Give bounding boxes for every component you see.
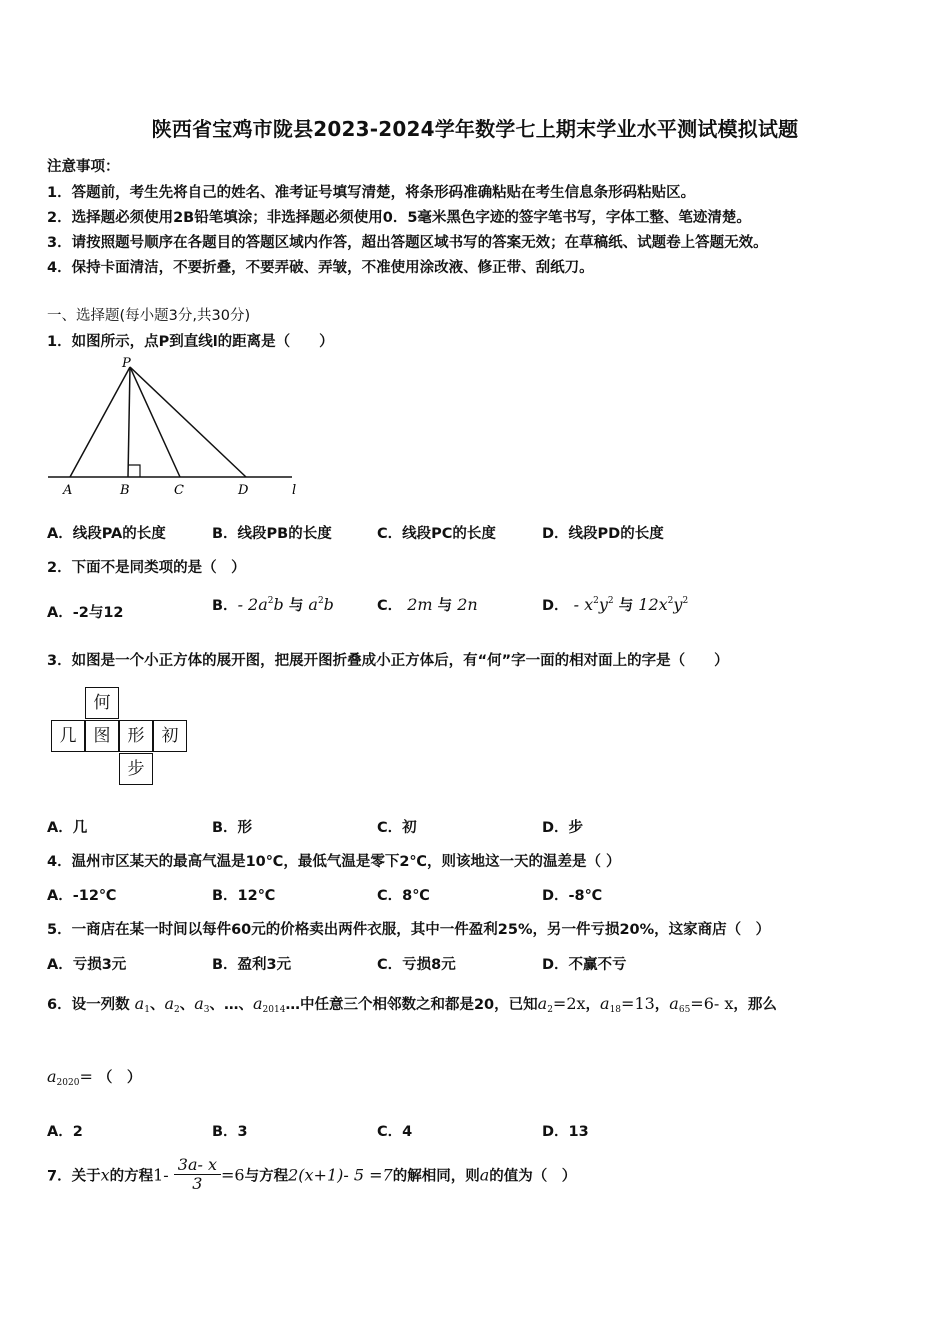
q3-option-b: B．形 xyxy=(212,820,253,836)
label-D: D xyxy=(238,483,249,498)
section-heading: 一、选择题(每小题3分,共30分) xyxy=(47,308,251,324)
q6-answer-line: $a_{2020}=$ （ ） xyxy=(47,1067,142,1088)
q4-option-c: C．8℃ xyxy=(377,888,430,904)
q5-stem: 5．一商店在某一时间以每件60元的价格卖出两件衣服，其中一件盈利25%，另一件亏损20%，这家商店（ ） xyxy=(47,922,771,938)
q2-option-b: B．- $2a^2b$ 与 $a^2b$ xyxy=(212,595,334,614)
net-cell-tu: 图 xyxy=(85,720,119,752)
q1-figure xyxy=(40,352,310,502)
q2-stem: 2．下面不是同类项的是（ ） xyxy=(47,560,246,576)
q1-stem: 1．如图所示，点P到直线l的距离是（ ） xyxy=(47,334,334,350)
label-B: B xyxy=(120,483,130,498)
net-cell-bu: 步 xyxy=(119,753,153,785)
q5-option-d: D．不赢不亏 xyxy=(542,957,627,973)
q3-stem: 3．如图是一个小正方体的展开图，把展开图折叠成小正方体后，有“何”字一面的相对面上的字是（ ） xyxy=(47,653,729,669)
q6-stem: 6．设一列数 $a_1$、$a_2$、$a_3$、…、$a_{2014}\dots$中任意三个相邻数之和都是20，已知$a_2=2x$，$a_{18}=13$，$a_{65}=6-$ x，那么 xyxy=(47,994,777,1015)
q1-option-c: C．线段PC的长度 xyxy=(377,526,496,542)
net-cell-he: 何 xyxy=(85,687,119,719)
q4-option-b: B．12℃ xyxy=(212,888,276,904)
cube-net xyxy=(51,687,187,783)
q2-option-a: A．-2与12 xyxy=(47,605,124,621)
q2-option-d: D． - $x^2y^2$ 与 $12x^2y^2$ xyxy=(542,595,689,614)
q5-option-c: C．亏损8元 xyxy=(377,957,456,973)
q1-option-d: D．线段PD的长度 xyxy=(542,526,664,542)
q5-option-a: A．亏损3元 xyxy=(47,957,127,973)
notice-item-3: 3．请按照题号顺序在各题目的答题区域内作答，超出答题区域书写的答案无效；在草稿纸、试题卷上答题无效。 xyxy=(47,235,768,251)
q3-option-a: A．几 xyxy=(47,820,88,836)
q4-option-d: D．-8℃ xyxy=(542,888,603,904)
q7-fraction: $\frac{3a- x}{3}$ xyxy=(174,1156,221,1193)
q3-option-d: D．步 xyxy=(542,820,584,836)
notice-item-2: 2．选择题必须使用2B铅笔填涂；非选择题必须使用0．5毫米黑色字迹的签字笔书写，字体工整、笔迹清楚。 xyxy=(47,210,751,226)
notice-item-4: 4．保持卡面清洁，不要折叠，不要弄破、弄皱，不准使用涂改液、修正带、刮纸刀。 xyxy=(47,260,594,276)
q4-option-a: A．-12℃ xyxy=(47,888,117,904)
label-P: P xyxy=(122,356,131,371)
net-cell-ji: 几 xyxy=(51,720,85,752)
label-l: l xyxy=(292,483,297,498)
label-A: A xyxy=(63,483,73,498)
q6-option-c: C．4 xyxy=(377,1124,413,1140)
notice-item-1: 1．答题前，考生先将自己的姓名、准考证号填写清楚，将条形码准确粘贴在考生信息条形码粘贴区。 xyxy=(47,185,696,201)
net-cell-xing: 形 xyxy=(119,720,153,752)
page-title: 陕西省宝鸡市陇县2023-2024学年数学七上期末学业水平测试模拟试题 xyxy=(151,117,799,141)
q2-b-term2: $a^2b$ xyxy=(308,595,334,614)
q3-option-c: C．初 xyxy=(377,820,417,836)
q2-b-term1: - $2a^2b$ xyxy=(237,595,284,614)
q4-stem: 4．温州市区某天的最高气温是10℃，最低气温是零下2℃，则该地这一天的温差是（ ） xyxy=(47,854,621,870)
q7-stem: 7．关于x的方程1- $\frac{3a- x}{3}$ =6与方程2(x+1)- 5 =7的解相同，则a的值为（ ） xyxy=(47,1155,577,1193)
q6-option-b: B．3 xyxy=(212,1124,248,1140)
q1-option-a: A．线段PA的长度 xyxy=(47,526,166,542)
q2-option-c: C． 2m 与 2n xyxy=(377,595,478,614)
q5-option-b: B．盈利3元 xyxy=(212,957,292,973)
q6-option-d: D．13 xyxy=(542,1124,589,1140)
q1-option-b: B．线段PB的长度 xyxy=(212,526,332,542)
notice-heading: 注意事项： xyxy=(47,159,120,175)
net-cell-chu: 初 xyxy=(153,720,187,752)
q6-option-a: A．2 xyxy=(47,1124,83,1140)
label-C: C xyxy=(174,483,184,498)
